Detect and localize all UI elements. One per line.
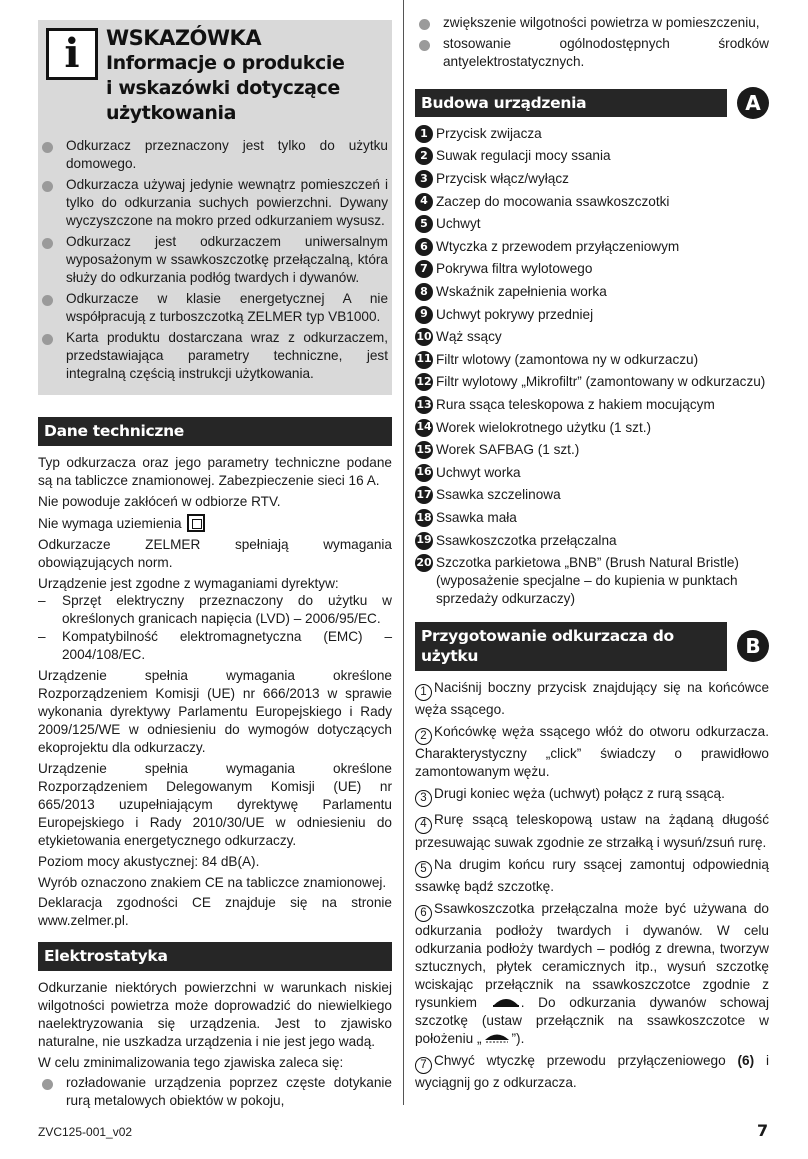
number-badge: 10 xyxy=(415,328,433,346)
part-item xyxy=(415,464,769,482)
part-item xyxy=(415,125,769,143)
tip-bullet-list xyxy=(38,137,392,382)
grounding-paragraph xyxy=(38,514,392,533)
part-label: Uchwyt worka xyxy=(436,464,521,480)
paragraph: Urządzenie spełnia wymagania określone Rozporządzeniem Komisji (UE) nr 666/2013 w sprawie wykonania dyrektywy Parlamentu Europejskiego i Rady 2009/125/WE w odniesieniu do wymogów dotyczących ekoprojektu dla odkurzaczy. xyxy=(38,668,392,755)
number-badge: 4 xyxy=(415,193,433,211)
paragraph: Odkurzacze ZELMER spełniają wymagania obowiązujących norm. xyxy=(38,536,392,570)
paragraph: Wyrób oznaczono znakiem CE na tabliczce znamionowej. xyxy=(38,874,387,890)
part-item xyxy=(415,283,769,301)
elektro-section-body xyxy=(38,979,392,1111)
elektro-bullet-list-continued xyxy=(415,14,769,71)
step-text: . Do odkurzania dywanów schowaj szczotkę (ustaw przełącznik na ssawkoszczotce w położeniu „ xyxy=(415,994,770,1046)
tip-bullet: Odkurzacza używaj jedynie wewnątrz pomieszczeń i tylko do odkurzania suchych powierzchni. Dywany wyczyszczone na mokro przed odkurzaniem wysusz. xyxy=(38,176,388,230)
tip-subtitle-line: użytkowania xyxy=(106,101,237,124)
elektro-bullet: rozładowanie urządzenia poprzez częste dotykanie rurą metalowych obiektów w pokoju, xyxy=(38,1074,392,1110)
paragraph: Urządzenie spełnia wymagania określone Rozporządzeniem Delegowanym Komisji (UE) nr 665/2013 uzupełniającym dyrektywę Parlamentu Europejskiego i Rady 2010/30/UE w odniesieniu do etykietowania energetycznego odkurzaczy. xyxy=(38,760,392,848)
number-badge: 8 xyxy=(415,283,433,301)
part-item xyxy=(415,260,769,278)
part-item xyxy=(415,419,769,437)
page-number: 7 xyxy=(757,1121,769,1140)
step-number: 6 xyxy=(415,905,432,922)
tip-subtitle-line: Informacje o produkcie xyxy=(106,52,345,75)
part-label: Zaczep do mocowania ssawkoszczotki xyxy=(436,193,670,209)
number-badge: 12 xyxy=(415,373,433,391)
number-badge: 14 xyxy=(415,419,433,437)
number-badge: 3 xyxy=(415,170,433,188)
step-number: 7 xyxy=(415,1057,432,1074)
part-label: Przycisk włącz/wyłącz xyxy=(436,171,569,186)
number-badge: 17 xyxy=(415,486,433,504)
step-number: 2 xyxy=(415,728,432,745)
part-label: Filtr wlotowy (zamontowa ny w odkurzaczu) xyxy=(436,351,699,367)
step-number: 3 xyxy=(415,790,432,807)
setup-step xyxy=(415,679,769,719)
part-label: Uchwyt xyxy=(436,216,481,232)
step-text: Końcówkę węża ssącego włóż do otworu odkurzacza. Charakterystyczny „click” świadczy o prawidłowo zamontowanym wężu. xyxy=(415,724,769,780)
number-badge: 2 xyxy=(415,147,433,165)
number-badge: 6 xyxy=(415,238,433,256)
step-text: ”). xyxy=(511,1030,525,1046)
paragraph: W celu zminimalizowania tego zjawiska zaleca się: xyxy=(38,1054,344,1070)
part-item xyxy=(415,554,769,608)
elektro-bullet: zwiększenie wilgotności powietrza w pomieszczeniu, xyxy=(415,14,769,32)
number-badge: 13 xyxy=(415,396,433,414)
setup-step xyxy=(415,811,769,851)
section-header-przygotowanie: Przygotowanie odkurzacza do użytku xyxy=(415,622,727,671)
setup-step xyxy=(415,723,769,781)
part-item xyxy=(415,373,769,391)
setup-step xyxy=(415,1052,769,1092)
parts-list xyxy=(415,125,769,608)
paragraph: Deklaracja zgodności CE znajduje się na stronie www.zelmer.pl. xyxy=(38,895,392,929)
right-column xyxy=(415,14,769,1096)
step-text: Naciśnij boczny przycisk znajdujący się na końcówce węża ssącego. xyxy=(415,679,769,718)
setup-steps xyxy=(415,679,769,1092)
part-label: Filtr wylotowy „Mikrofiltr” (zamontowany w odkurzaczu) xyxy=(436,374,766,390)
part-label: Ssawkoszczotka przełączalna xyxy=(436,532,617,548)
section-header-elektrostatyka: Elektrostatyka xyxy=(38,942,392,970)
step-number: 5 xyxy=(415,861,432,878)
figure-a-badge: A xyxy=(737,87,769,119)
figure-b-badge: B xyxy=(737,630,769,662)
number-badge: 20 xyxy=(415,554,433,572)
part-label: Wtyczka z przewodem przyłączeniowym xyxy=(436,238,680,254)
paragraph: Poziom mocy akustycznej: 84 dB(A). xyxy=(38,853,260,869)
number-badge: 19 xyxy=(415,532,433,550)
paragraph: Typ odkurzacza oraz jego parametry techniczne podane są na tabliczce znamionowej. Zabezpieczenie sieci 16 A. xyxy=(38,454,392,488)
number-badge: 5 xyxy=(415,215,433,233)
tip-subtitle-line: i wskazówki dotyczące xyxy=(106,76,340,99)
part-label: Pokrywa filtra wylotowego xyxy=(436,261,593,277)
step-text: i wyciągnij go z odkurzacza. xyxy=(415,1052,769,1090)
number-badge: 9 xyxy=(415,306,433,324)
part-item xyxy=(415,396,769,414)
number-badge: 11 xyxy=(415,351,433,369)
step-text: Drugi koniec węża (uchwyt) połącz z rurą ssącą. xyxy=(434,786,725,802)
brush-retracted-icon xyxy=(482,1033,512,1043)
tip-bullet: Karta produktu dostarczana wraz z odkurzaczem, przedstawiająca parametry techniczne, jest integralną częścią instrukcji użytkowania. xyxy=(38,329,388,383)
tip-box xyxy=(38,20,392,395)
part-label: Rura ssąca teleskopowa z hakiem mocującym xyxy=(436,396,715,412)
paragraph: Odkurzanie niektórych powierzchni w warunkach niskiej wilgotności powietrza może doprowadzić do niewielkiego naelektryzowania się urządzenia. Jest to zjawisko naturalne, nie uszkadza urządzenia i nie jest jego wadą. xyxy=(38,979,392,1049)
elektro-bullet: stosowanie ogólnodostępnych środków antyelektrostatycznych. xyxy=(415,35,769,71)
brush-extended-icon xyxy=(491,997,521,1007)
part-label: Worek SAFBAG (1 szt.) xyxy=(436,442,580,458)
tip-titles xyxy=(106,26,345,125)
step-number: 1 xyxy=(415,684,432,701)
setup-step xyxy=(415,785,769,807)
document-code: ZVC125-001_v02 xyxy=(38,1125,133,1139)
info-icon: i xyxy=(46,28,98,80)
step-text: Na drugim końcu rury ssącej zamontuj odpowiednią ssawkę bądź szczotkę. xyxy=(415,856,769,894)
number-badge: 18 xyxy=(415,509,433,527)
part-label: Wąż ssący xyxy=(436,329,502,345)
dane-section-body xyxy=(38,454,392,930)
tip-bullet: Odkurzacz przeznaczony jest tylko do użytku domowego. xyxy=(38,137,388,173)
part-item xyxy=(415,509,769,527)
number-badge: 7 xyxy=(415,260,433,278)
part-label: Przycisk zwijacza xyxy=(436,125,542,141)
tip-bullet: Odkurzacz jest odkurzaczem uniwersalnym wyposażonym w ssawkoszczotkę przełączalną, która służy do odkurzania podłóg twardych i dywanów. xyxy=(38,233,388,287)
tip-title: WSKAZÓWKA xyxy=(106,26,262,50)
number-badge: 16 xyxy=(415,464,433,482)
section-header-budowa: Budowa urządzenia xyxy=(415,89,727,117)
paragraph: Nie powoduje zakłóceń w odbiorze RTV. xyxy=(38,493,281,509)
number-badge: 15 xyxy=(415,441,433,459)
column-divider xyxy=(403,0,404,1105)
double-insulation-icon xyxy=(187,514,205,532)
part-item xyxy=(415,306,769,324)
part-item xyxy=(415,532,769,550)
tip-bullet: Odkurzacze w klasie energetycznej A nie współpracują z turboszczotką ZELMER typ VB1000. xyxy=(38,290,388,326)
part-item xyxy=(415,351,769,369)
left-column xyxy=(38,20,392,1113)
directive-item: – Sprzęt elektryczny przeznaczony do użytku w określonych granicach napięcia (LVD) – 2006/95/EC. xyxy=(38,592,392,628)
part-label: Uchwyt pokrywy przedniej xyxy=(436,306,594,322)
elektro-bullet-list xyxy=(38,1074,392,1110)
section-header-dane-techniczne: Dane techniczne xyxy=(38,417,392,445)
grounding-text: Nie wymaga uziemienia xyxy=(38,515,182,531)
directive-list xyxy=(38,592,392,664)
part-label: Worek wielokrotnego użytku (1 szt.) xyxy=(436,419,652,435)
part-item xyxy=(415,147,769,165)
step-text: Chwyć wtyczkę przewodu przyłączeniowego xyxy=(434,1052,726,1068)
part-item xyxy=(415,328,769,346)
setup-step xyxy=(415,900,769,1048)
setup-step xyxy=(415,856,769,896)
budowa-header xyxy=(415,87,769,119)
paragraph: Urządzenie jest zgodne z wymaganiami dyrektyw: xyxy=(38,575,339,591)
directive-item: – Kompatybilność elektromagnetyczna (EMC) – 2004/108/EC. xyxy=(38,628,392,664)
przygotowanie-header xyxy=(415,622,769,671)
part-label: Suwak regulacji mocy ssania xyxy=(436,148,611,164)
step-number: 4 xyxy=(415,817,432,834)
part-item xyxy=(415,441,769,459)
tip-header xyxy=(38,26,392,125)
step-ref: (6) xyxy=(737,1052,755,1068)
part-item xyxy=(415,193,769,211)
number-badge: 1 xyxy=(415,125,433,143)
part-item xyxy=(415,486,769,504)
part-item xyxy=(415,170,769,188)
part-item xyxy=(415,215,769,233)
part-label: Szczotka parkietowa „BNB” (Brush Natural Bristle) (wyposażenie specjalne – do kupienia w punktach sprzedaży odkurzaczy) xyxy=(436,555,739,606)
step-text: Ssawkoszczotka przełączalna może być używana do odkurzania podłoży twardych i dywanów. W celu odkurzania podłoży twardych – podłóg z drewna, tworzyw sztucznych, płytek ceramicznych itp., wysuń szczotkę wciskając przełącznik na ssawkoszczotce zgodnie z rysunkiem xyxy=(415,900,769,1010)
part-item xyxy=(415,238,769,256)
part-label: Ssawka szczelinowa xyxy=(436,487,561,503)
part-label: Wskaźnik zapełnienia worka xyxy=(436,283,607,299)
part-label: Ssawka mała xyxy=(436,509,517,525)
step-text: Rurę ssącą teleskopową ustaw na żądaną długość przesuwając suwak zgodnie ze strzałką i wysuń/zsuń rurę. xyxy=(415,812,769,850)
